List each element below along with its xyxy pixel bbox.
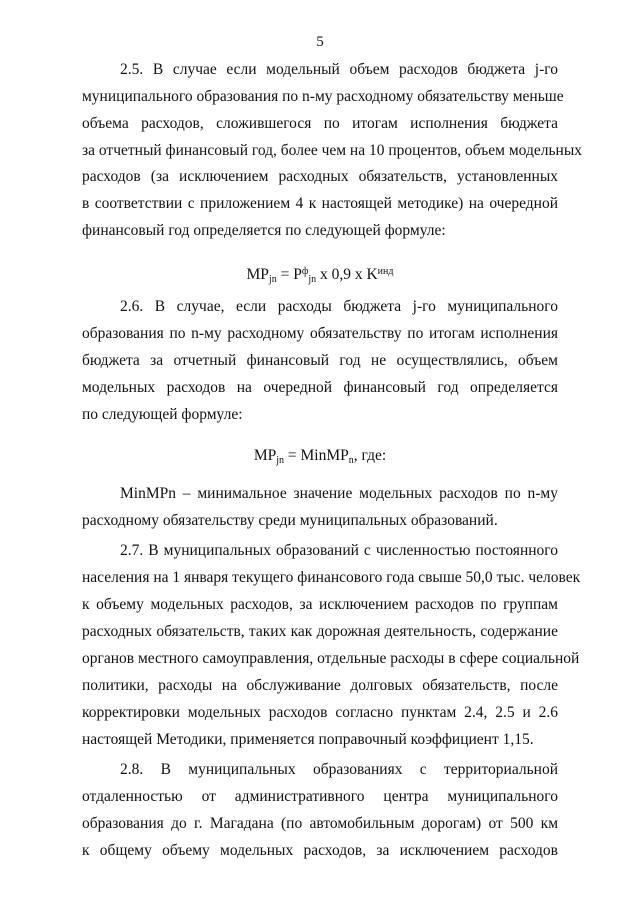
formula-lhs: MP — [253, 447, 277, 464]
text-line: настоящей Методики, применяется поправочный коэффициент 1,15. — [82, 731, 534, 748]
formula-eq: = P — [276, 266, 302, 283]
text-line: 2.6. В случае, если расходы бюджета j-го муниципального — [120, 298, 558, 315]
formula-sub: n — [348, 455, 354, 466]
text-line: 2.8. В муниципальных образованиях с территориальной — [120, 761, 558, 778]
text-line: объема расходов, сложившегося по итогам исполнения бюджета — [82, 115, 558, 132]
formula-sup: ф — [301, 266, 309, 277]
text-line: к объему модельных расходов, за исключением расходов по группам — [82, 596, 558, 613]
formula-sup: инд — [377, 266, 394, 277]
text-line: органов местного самоуправления, отдельные расходы в сфере социальной — [82, 650, 580, 667]
formula-mp-reported — [0, 262, 640, 290]
text-line: политики, расходы на обслуживание долговых обязательств, после — [82, 677, 558, 694]
text-line: в соответствии с приложением 4 к настоящей методике) на очередной — [82, 195, 558, 212]
text-line: к общему объему модельных расходов, за исключением расходов — [82, 842, 558, 859]
text-line: модельных расходов на очередной финансовый год определяется — [82, 379, 558, 396]
formula-mp-min — [0, 446, 640, 471]
text-line: бюджета за отчетный финансовый год не осуществлялись, объем — [82, 352, 558, 369]
formula-lhs: MP — [246, 266, 269, 283]
formula-sub: jn — [276, 455, 285, 466]
text-line: населения на 1 января текущего финансового года свыше 50,0 тыс. человек — [82, 569, 581, 586]
text-line: MinMPn – минимальное значение модельных расходов по n-му — [120, 485, 558, 502]
text-line: за отчетный финансовый год, более чем на 10 процентов, объем модельных — [82, 142, 582, 159]
text-line: образования по n-му расходному обязательству по итогам исполнения — [82, 325, 558, 342]
text-line: образования до г. Магадана (по автомобильным дорогам) от 500 км — [82, 815, 558, 832]
formula-sub: jn — [308, 274, 317, 285]
text-line: финансовый год определяется по следующей формуле: — [82, 222, 446, 239]
text-line: расходов (за исключением расходных обязательств, установленных — [82, 168, 558, 185]
text-line: по следующей формуле: — [82, 406, 243, 423]
text-line: расходных обязательств, таких как дорожная деятельность, содержание — [82, 623, 558, 640]
formula-tail: , где: — [353, 447, 387, 464]
text-line: отдаленностью от административного центра муниципального — [82, 788, 558, 805]
text-line: 2.5. В случае если модельный объем расходов бюджета j-го — [120, 61, 558, 78]
text-line: 2.7. В муниципальных образований с численностью постоянного — [120, 542, 558, 559]
formula-sub: jn — [268, 274, 277, 285]
formula-mid: x 0,9 x K — [316, 266, 378, 283]
formula-eq: = MinMP — [284, 447, 349, 464]
text-line: муниципального образования по n-му расходному обязательству меньше — [82, 88, 564, 105]
text-line: корректировки модельных расходов согласно пунктам 2.4, 2.5 и 2.6 — [82, 704, 558, 721]
text-line: расходному обязательству среди муниципальных образований. — [82, 512, 498, 529]
page-number: 5 — [316, 34, 324, 50]
